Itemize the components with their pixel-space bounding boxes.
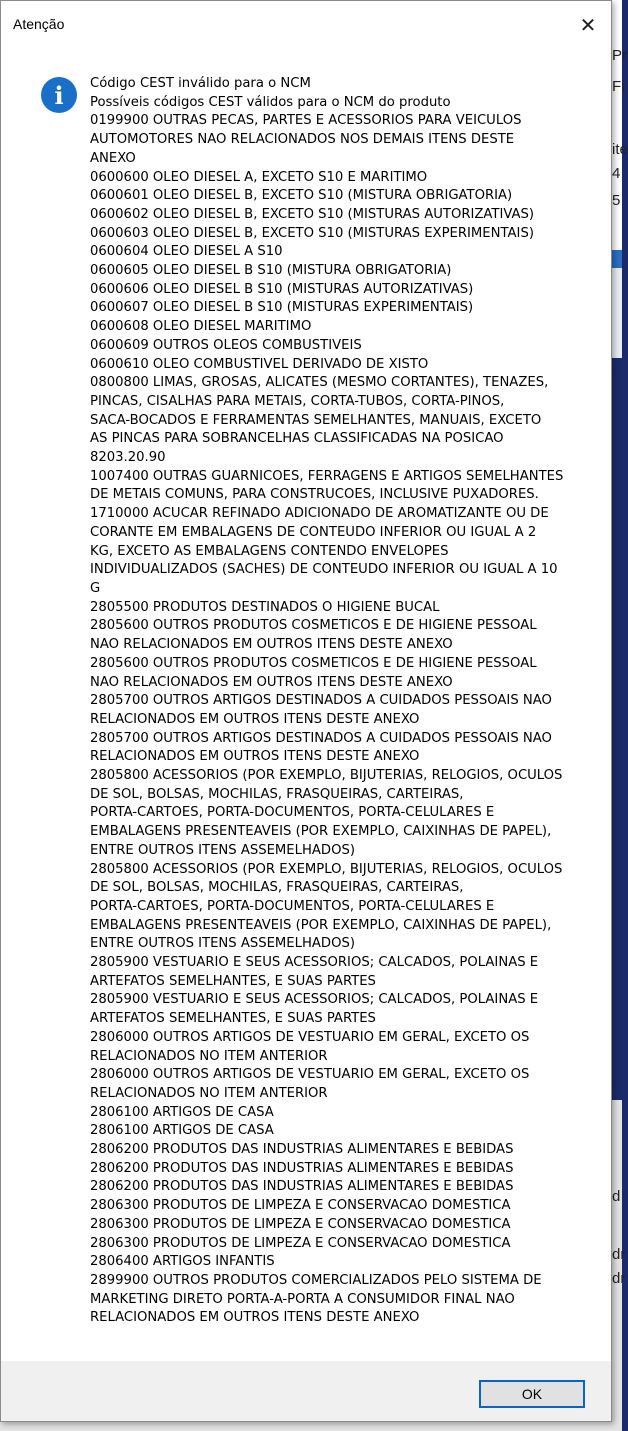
info-icon: i [41, 77, 77, 113]
message-line: NAO RELACIONADOS EM OUTROS ITENS DESTE ANEXO [90, 674, 453, 690]
message-line: DE SOL, BOLSAS, MOCHILAS, FRASQUEIRAS, CARTEIRAS, [90, 880, 464, 896]
background-text: dr [612, 1246, 626, 1263]
message-line: 0199900 OUTRAS PECAS, PARTES E ACESSORIOS PARA VEICULOS [90, 113, 522, 129]
message-line: EMBALAGENS PRESENTEAVEIS (POR EXEMPLO, CAIXINHAS DE PAPEL), [90, 917, 552, 933]
message-line: RELACIONADOS EM OUTROS ITENS DESTE ANEXO [90, 749, 420, 765]
message-line: PINCAS, CISALHAS PARA METAIS, CORTA-TUBOS, CORTA-PINOS, [90, 393, 505, 409]
message-line: 2805500 PRODUTOS DESTINADOS O HIGIENE BUCAL [90, 599, 440, 615]
message-line: EMBALAGENS PRESENTEAVEIS (POR EXEMPLO, CAIXINHAS DE PAPEL), [90, 824, 552, 840]
message-line: 2805800 ACESSORIOS (POR EXEMPLO, BIJUTERIAS, RELOGIOS, OCULOS [90, 861, 563, 877]
background-text: ite [612, 141, 628, 158]
message-line: 0600609 OUTROS OLEOS COMBUSTIVEIS [90, 337, 362, 353]
background-text: d [612, 1188, 621, 1205]
message-line: 0600610 OLEO COMBUSTIVEL DERIVADO DE XISTO [90, 356, 429, 372]
message-line: DE METAIS COMUNS, PARA CONSTRUCOES, INCLUSIVE PUXADORES. [90, 487, 539, 503]
message-line: CORANTE EM EMBALAGENS DE CONTEUDO INFERIOR OU IGUAL A 2 [90, 524, 537, 540]
background-text: 5 [612, 192, 621, 209]
message-line: KG, EXCETO AS EMBALAGENS CONTENDO ENVELOPES [90, 543, 449, 559]
message-line: RELACIONADOS NO ITEM ANTERIOR [90, 1048, 328, 1064]
close-icon: ✕ [579, 14, 597, 37]
message-line: 1007400 OUTRAS GUARNICOES, FERRAGENS E ARTIGOS SEMELHANTES [90, 468, 564, 484]
message-line: 2899900 OUTROS PRODUTOS COMERCIALIZADOS PELO SISTEMA DE [90, 1273, 542, 1288]
ok-button[interactable]: OK [479, 1380, 585, 1408]
message-line: 0600605 OLEO DIESEL B S10 (MISTURA OBRIGATORIA) [90, 263, 452, 279]
message-line: G [90, 580, 101, 596]
message-line: 2806100 ARTIGOS DE CASA [90, 1104, 274, 1120]
background-text: Pr [612, 47, 627, 64]
message-line: 0800800 LIMAS, GROSAS, ALICATES (MESMO CORTANTES), TENAZES, [90, 375, 549, 391]
message-line: AUTOMOTORES NAO RELACIONADOS NOS DEMAIS ITENS DESTE [90, 132, 515, 148]
background-text: Fi [612, 78, 625, 95]
message-line: 2806000 OUTROS ARTIGOS DE VESTUARIO EM GERAL, EXCETO OS [90, 1067, 530, 1083]
message-line: 2806300 PRODUTOS DE LIMPEZA E CONSERVACAO DOMESTICA [90, 1235, 511, 1251]
close-button[interactable] [565, 1, 611, 49]
dialog-titlebar [1, 1, 611, 49]
message-line: Possíveis códigos CEST válidos para o NCM do produto [90, 94, 451, 110]
message-line: 2806200 PRODUTOS DAS INDUSTRIAS ALIMENTARES E BEBIDAS [90, 1179, 514, 1195]
message-line: NAO RELACIONADOS EM OUTROS ITENS DESTE ANEXO [90, 637, 453, 653]
message-line: PORTA-CARTOES, PORTA-DOCUMENTOS, PORTA-CELULARES E [90, 898, 495, 914]
message-line: 2805800 ACESSORIOS (POR EXEMPLO, BIJUTERIAS, RELOGIOS, OCULOS [90, 768, 563, 784]
message-line: PORTA-CARTOES, PORTA-DOCUMENTOS, PORTA-CELULARES E [90, 805, 495, 821]
message-line: 1710000 ACUCAR REFINADO ADICIONADO DE AROMATIZANTE OU DE [90, 506, 549, 522]
message-line: 2806300 PRODUTOS DE LIMPEZA E CONSERVACAO DOMESTICA [90, 1216, 511, 1232]
message-line: 2806100 ARTIGOS DE CASA [90, 1123, 274, 1139]
message-line: Código CEST inválido para o NCM [90, 76, 311, 91]
message-line: 8203.20.90 [90, 450, 166, 466]
message-line: 2805600 OUTROS PRODUTOS COSMETICOS E DE HIGIENE PESSOAL [90, 655, 537, 671]
message-line: ENTRE OUTROS ITENS ASSEMELHADOS) [90, 842, 355, 858]
message-line: 0600603 OLEO DIESEL B, EXCETO S10 (MISTURAS EXPERIMENTAIS) [90, 225, 534, 241]
message-line: ARTEFATOS SEMELHANTES, E SUAS PARTES [90, 973, 376, 989]
message-line: 0600606 OLEO DIESEL B S10 (MISTURAS AUTORIZATIVAS) [90, 281, 474, 297]
message-line: MARKETING DIRETO PORTA-A-PORTA A CONSUMIDOR FINAL NAO [90, 1291, 515, 1307]
message-line: 0600600 OLEO DIESEL A, EXCETO S10 E MARITIMO [90, 169, 428, 185]
message-line: 2805700 OUTROS ARTIGOS DESTINADOS A CUIDADOS PESSOAIS NAO [90, 693, 552, 709]
message-line: ARTEFATOS SEMELHANTES, E SUAS PARTES [90, 1011, 376, 1027]
message-line: RELACIONADOS NO ITEM ANTERIOR [90, 1085, 328, 1101]
message-line: INDIVIDUALIZADOS (SACHES) DE CONTEUDO INFERIOR OU IGUAL A 10 [90, 562, 558, 578]
message-line: 0600608 OLEO DIESEL MARITIMO [90, 319, 312, 335]
message-line: 0600601 OLEO DIESEL B, EXCETO S10 (MISTURA OBRIGATORIA) [90, 188, 513, 204]
message-line: AS PINCAS PARA SOBRANCELHAS CLASSIFICADAS NA POSICAO [90, 431, 504, 447]
message-line: ANEXO [90, 150, 136, 166]
message-line: DE SOL, BOLSAS, MOCHILAS, FRASQUEIRAS, CARTEIRAS, [90, 786, 464, 802]
message-line: ENTRE OUTROS ITENS ASSEMELHADOS) [90, 936, 355, 952]
message-text [90, 75, 580, 1328]
message-line: 2806400 ARTIGOS INFANTIS [90, 1254, 275, 1270]
message-line: 2805700 OUTROS ARTIGOS DESTINADOS A CUIDADOS PESSOAIS NAO [90, 730, 552, 746]
message-line: RELACIONADOS EM OUTROS ITENS DESTE ANEXO [90, 711, 420, 727]
dialog-title: Atenção [13, 16, 65, 32]
background-text: dr [612, 1270, 626, 1287]
message-line: SACA-BOCADOS E FERRAMENTAS SEMELHANTES, MANUAIS, EXCETO [90, 412, 542, 428]
message-line: 0600602 OLEO DIESEL B, EXCETO S10 (MISTURAS AUTORIZATIVAS) [90, 206, 535, 222]
background-text: 4 [612, 165, 621, 182]
message-line: 2806000 OUTROS ARTIGOS DE VESTUARIO EM GERAL, EXCETO OS [90, 1029, 530, 1045]
message-line: 0600607 OLEO DIESEL B S10 (MISTURAS EXPERIMENTAIS) [90, 300, 474, 316]
message-line: 2806300 PRODUTOS DE LIMPEZA E CONSERVACAO DOMESTICA [90, 1198, 511, 1214]
message-line: 2806200 PRODUTOS DAS INDUSTRIAS ALIMENTARES E BEBIDAS [90, 1160, 514, 1176]
message-line: 2806200 PRODUTOS DAS INDUSTRIAS ALIMENTARES E BEBIDAS [90, 1142, 514, 1158]
message-line: 2805900 VESTUARIO E SEUS ACESSORIOS; CALCADOS, POLAINAS E [90, 955, 539, 971]
message-line: 0600604 OLEO DIESEL A S10 [90, 244, 283, 260]
message-line: 2805900 VESTUARIO E SEUS ACESSORIOS; CALCADOS, POLAINAS E [90, 992, 539, 1008]
message-line: 2805600 OUTROS PRODUTOS COSMETICOS E DE HIGIENE PESSOAL [90, 618, 537, 634]
message-line: RELACIONADOS EM OUTROS ITENS DESTE ANEXO [90, 1310, 420, 1326]
